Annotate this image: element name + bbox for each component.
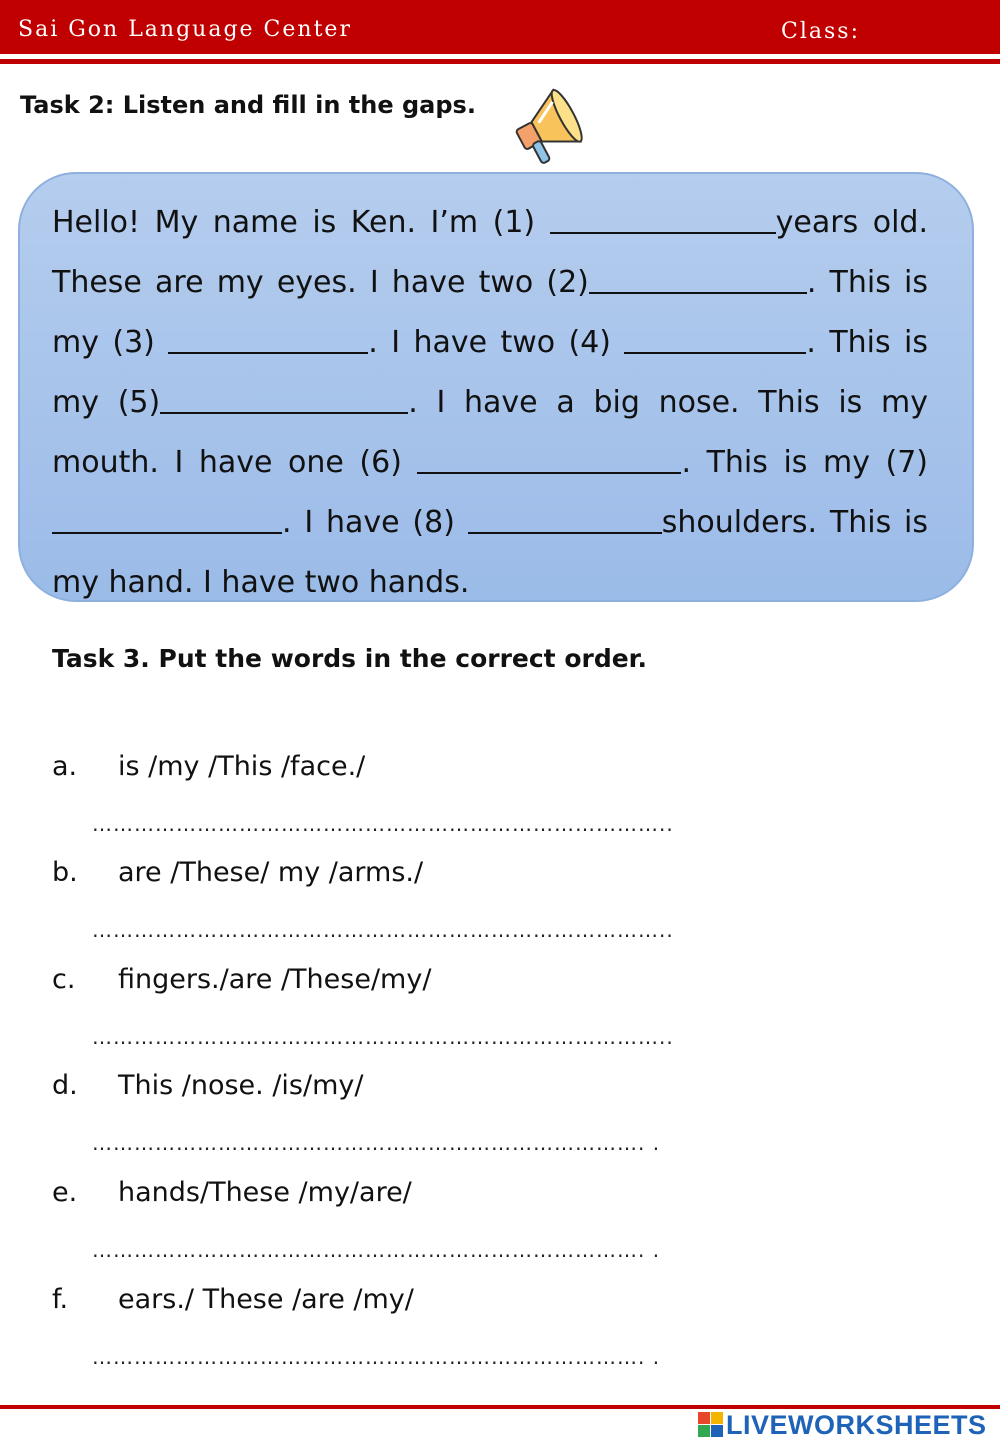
item-words: ears./ These /are /my/ [118,1284,414,1315]
answer-line[interactable]: ……………………………………………………………………….. [92,918,674,942]
answer-line[interactable]: ……………………………………………………………………. . [92,1345,661,1369]
task3-heading: Task 3. Put the words in the correct order. [52,644,647,673]
item-letter: e. [52,1177,78,1208]
passage-text: Hello! My name is Ken. I’m (1) years old. These are my eyes. I have two (2) . This is my (3) . I have two (4) . This is my (5) . I have a big nose. This is my mouth. I have one (6) . This is my (7) . I have (8) shoulders. This is my hand. I have two hands. [52,205,928,600]
answer-line[interactable]: ……………………………………………………………………….. [92,1025,674,1049]
class-label: Class: [781,19,860,44]
gap-2[interactable] [589,264,807,294]
item-words: are /These/ my /arms./ [118,857,424,888]
item-words: hands/These /my/are/ [118,1177,412,1208]
brand-text: LIVEWORKSHEETS [726,1410,987,1440]
center-name: Sai Gon Language Center [18,17,352,42]
item-words: fingers./are /These/my/ [118,964,432,995]
answer-line[interactable]: ……………………………………………………………………. . [92,1238,661,1262]
gap-3[interactable] [168,324,368,354]
item-words: is /my /This /face./ [118,751,366,782]
header-bar [0,0,1000,54]
task2-heading: Task 2: Listen and fill in the gaps. [20,91,476,119]
footer-divider [0,1405,1000,1409]
answer-line[interactable]: ……………………………………………………………………. . [92,1131,661,1155]
liveworksheets-logo-icon [698,1412,724,1438]
item-letter: c. [52,964,76,995]
item-letter: d. [52,1070,78,1101]
item-words: This /nose. /is/my/ [118,1070,364,1101]
gap-5[interactable] [160,384,408,414]
header-divider [0,59,1000,64]
gap-6[interactable] [417,444,681,474]
answer-line[interactable]: ……………………………………………………………………….. [92,812,674,836]
gap-4[interactable] [624,324,806,354]
item-letter: b. [52,857,78,888]
gap-8[interactable] [468,504,662,534]
megaphone-icon [510,78,588,168]
item-letter: a. [52,751,78,782]
gap-1[interactable] [550,204,776,234]
item-letter: f. [52,1284,69,1315]
gap-7[interactable] [52,504,282,534]
